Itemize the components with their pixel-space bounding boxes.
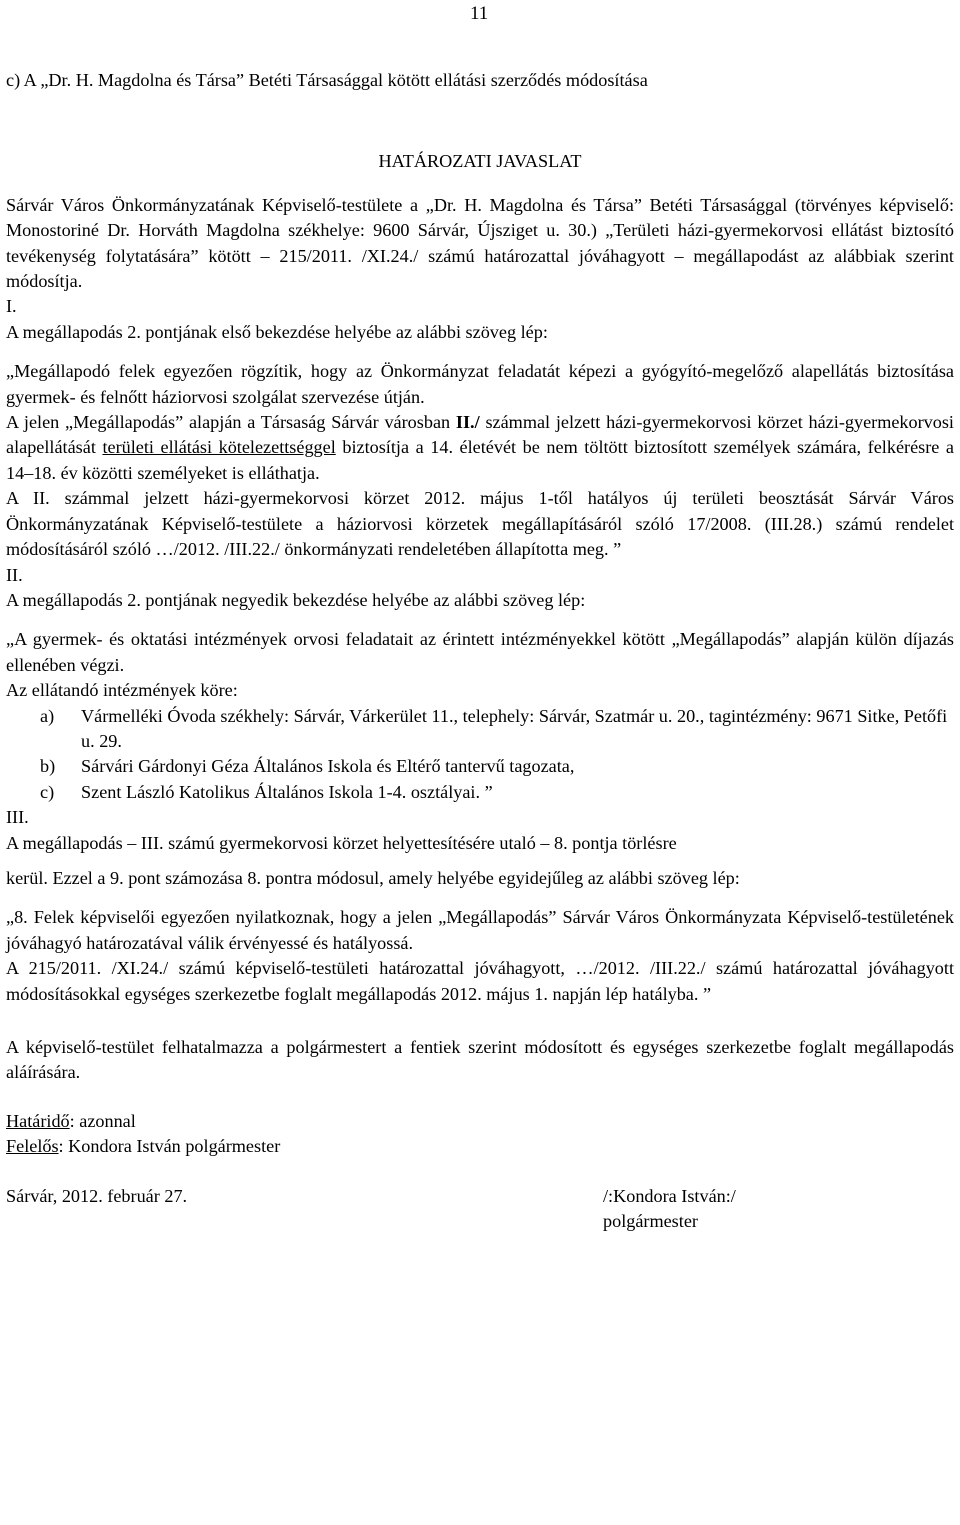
district-number: II./	[455, 412, 480, 433]
section-1-paragraph-2	[6, 410, 954, 486]
section-3-paragraph-1: „8. Felek képviselői egyezően nyilatkoznak, hogy a jelen „Megállapodás” Sárvár Város Önkormányzata Képviselő-testületének jóváhagyó határozatával válik érvényessé és hatályossá.	[6, 907, 954, 953]
responsible-label: Felelős	[6, 1136, 59, 1157]
page-number: 11	[470, 3, 489, 24]
place-date: Sárvár, 2012. február 27.	[6, 1185, 188, 1206]
list-item-label: c)	[40, 781, 55, 802]
section-1-numeral: I.	[6, 296, 17, 317]
section-2-lead: A megállapodás 2. pontjának negyedik bekezdése helyébe az alábbi szöveg lép:	[6, 589, 586, 610]
signature-block	[6, 1184, 954, 1234]
responsible-value: : Kondora István polgármester	[58, 1136, 281, 1157]
list-item	[40, 754, 954, 779]
text-run: biztosítja a 14. életévét be nem töltött biztosított személyek számára, felkérésre a 14–18. év közötti személyeket is elláthatja.	[6, 437, 955, 483]
deadline-line	[6, 1109, 954, 1134]
section-3-paragraph-2: A 215/2011. /XI.24./ számú képviselő-testületi határozattal jóváhagyott, …/2012. /III.22./ számú határozattal jóváhagyott módosításokkal egységes szerkezetbe foglalt megállapodás 2012. május 1. napján lép hatályba. ”	[6, 958, 954, 1004]
section-1-paragraph-3: A II. számmal jelzett házi-gyermekorvosi körzet 2012. május 1-től hatályos új területi beosztását Sárvár Város Önkormányzatának Képviselő-testülete a háziorvosi körzetek megállapításáról szóló 17/2008. (III.28.) számú rendelet módosításáról szóló …/2012. /III.22./ önkormányzati rendeletében állapította meg. ”	[6, 488, 954, 560]
text-run: A jelen „Megállapodás” alapján a Társaság Sárvár városban	[6, 412, 456, 433]
list-item-text: Vármelléki Óvoda székhely: Sárvár, Várkerület 11., telephely: Sárvár, Szatmár u. 20., tagintézmény: 9671 Sitke, Petőfi u. 29.	[81, 705, 948, 751]
authorization-paragraph: A képviselő-testület felhatalmazza a polgármestert a fentiek szerint módosított és egységes szerkezetbe foglalt megállapodás aláírására.	[6, 1037, 954, 1083]
list-item-text: Szent László Katolikus Általános Iskola 1-4. osztályai. ”	[81, 781, 493, 802]
document-body	[6, 68, 954, 1234]
institutions-intro: Az ellátandó intézmények köre:	[6, 680, 238, 701]
underlined-phrase: területi ellátási kötelezettséggel	[102, 437, 336, 458]
signatory-name: /:Kondora István:/	[603, 1185, 736, 1206]
section-1-lead: A megállapodás 2. pontjának első bekezdése helyébe az alábbi szöveg lép:	[6, 321, 548, 342]
list-item-label: b)	[40, 756, 56, 777]
section-3-lead-continued: kerül. Ezzel a 9. pont számozása 8. pontra módosul, amely helyébe egyidejűleg az alábbi szöveg lép:	[6, 867, 740, 888]
section-3-numeral: III.	[6, 807, 29, 828]
section-3-lead: A megállapodás – III. számú gyermekorvosi körzet helyettesítésére utaló – 8. pontja törlésre	[6, 832, 677, 853]
section-1-paragraph-1: „Megállapodó felek egyezően rögzítik, hogy az Önkormányzat feladatát képezi a gyógyító-megelőző alapellátás biztosítása gyermek- és felnőtt háziorvosi szolgálat szervezése útján.	[6, 361, 954, 407]
signatory	[603, 1184, 736, 1234]
deadline-label: Határidő	[6, 1110, 70, 1131]
section-2-paragraph-1: „A gyermek- és oktatási intézmények orvosi feladatait az érintett intézményekkel kötött „Megállapodás” alapján külön díjazás ellenében végzi.	[6, 629, 954, 675]
section-2-numeral: II.	[6, 564, 23, 585]
deadline-value: : azonnal	[69, 1110, 136, 1131]
list-item-text: Sárvári Gárdonyi Géza Általános Iskola és Eltérő tantervű tagozata,	[81, 756, 575, 777]
list-item	[40, 780, 954, 805]
institution-list	[6, 704, 954, 806]
list-item-label: a)	[40, 705, 55, 726]
section-title: c) A „Dr. H. Magdolna és Társa” Betéti Társasággal kötött ellátási szerződés módosítása	[6, 70, 648, 90]
responsible-line	[6, 1134, 954, 1159]
resolution-heading: HATÁROZATI JAVASLAT	[378, 151, 582, 172]
list-item	[40, 704, 954, 755]
intro-paragraph: Sárvár Város Önkormányzatának Képviselő-testülete a „Dr. H. Magdolna és Társa” Betéti Társasággal (törvényes képviselő: Monostoriné Dr. Horváth Magdolna székhelye: 9600 Sárvár, Újsziget u. 30.) „Területi házi-gyermekorvosi ellátást biztosító tevékenység folytatására” kötött – 215/2011. /XI.24./ számú határozattal jóváhagyott – megállapodást az alábbiak szerint módosítja.	[6, 194, 954, 292]
signatory-title: polgármester	[603, 1210, 698, 1231]
text-run: számmal jelzett házi-gyermekorvosi körzet házi-gyermekorvosi alapellátását	[6, 412, 954, 458]
